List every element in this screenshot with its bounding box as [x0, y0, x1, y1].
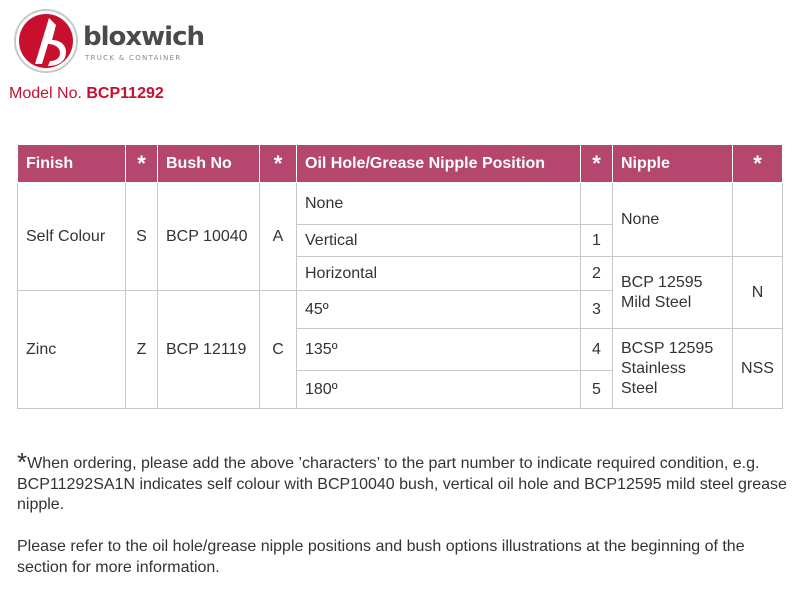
header-bush-no: Bush No	[158, 145, 260, 183]
ordering-note-text: When ordering, please add the above ’characters’ to the part number to indicate required condition, e.g. BCP11292SA1N indicates self colour with BCP10040 bush, vertical oil hole and BCP12595 mild steel grease nipple.	[17, 455, 787, 513]
nipple-line: Steel	[621, 379, 658, 397]
nipple-code	[733, 183, 783, 257]
bloxwich-logo	[13, 8, 223, 80]
finish-code: Z	[126, 291, 158, 409]
nipple-line: None	[621, 210, 660, 228]
header-finish: Finish	[18, 145, 126, 183]
position-code: 4	[581, 329, 613, 371]
header-star-icon: *	[260, 145, 297, 183]
model-line	[9, 85, 164, 103]
model-number: BCP11292	[86, 85, 164, 102]
nipple-name	[613, 329, 733, 409]
asterisk-icon: *	[17, 447, 28, 477]
header-star-icon: *	[733, 145, 783, 183]
nipple-code: N	[733, 257, 783, 329]
finish-code: S	[126, 183, 158, 291]
position-name: Horizontal	[297, 257, 581, 291]
position-name: 45º	[297, 291, 581, 329]
header-star-icon: *	[581, 145, 613, 183]
position-name: None	[297, 183, 581, 225]
position-name: 180º	[297, 371, 581, 409]
bush-code: A	[260, 183, 297, 291]
nipple-line: Mild Steel	[621, 293, 692, 311]
model-label: Model No.	[9, 85, 82, 102]
position-code	[581, 183, 613, 225]
position-name: Vertical	[297, 225, 581, 257]
nipple-code: NSS	[733, 329, 783, 409]
table-row	[18, 183, 783, 225]
bush-number: BCP 12119	[158, 291, 260, 409]
ordering-note	[17, 447, 787, 516]
reference-note: Please refer to the oil hole/grease nipple positions and bush options illustrations at the beginning of the section for more information.	[17, 538, 745, 576]
brand-tagline: TRUCK & CONTAINER	[85, 54, 182, 62]
position-code: 5	[581, 371, 613, 409]
nipple-line: Stainless	[621, 359, 686, 377]
position-code: 2	[581, 257, 613, 291]
nipple-line: BCP 12595	[621, 273, 703, 291]
table-header-row	[18, 145, 783, 183]
bush-code: C	[260, 291, 297, 409]
brand-name: bloxwich	[83, 22, 205, 52]
header-star-icon: *	[126, 145, 158, 183]
position-code: 1	[581, 225, 613, 257]
nipple-name	[613, 257, 733, 329]
header-nipple: Nipple	[613, 145, 733, 183]
bush-number: BCP 10040	[158, 183, 260, 291]
position-name: 135º	[297, 329, 581, 371]
options-table	[17, 144, 783, 409]
header-oil-hole: Oil Hole/Grease Nipple Position	[297, 145, 581, 183]
bloxwich-logo-mark	[13, 8, 79, 74]
nipple-name	[613, 183, 733, 257]
finish-name: Self Colour	[18, 183, 126, 291]
position-code: 3	[581, 291, 613, 329]
nipple-line: BCSP 12595	[621, 339, 714, 357]
finish-name: Zinc	[18, 291, 126, 409]
